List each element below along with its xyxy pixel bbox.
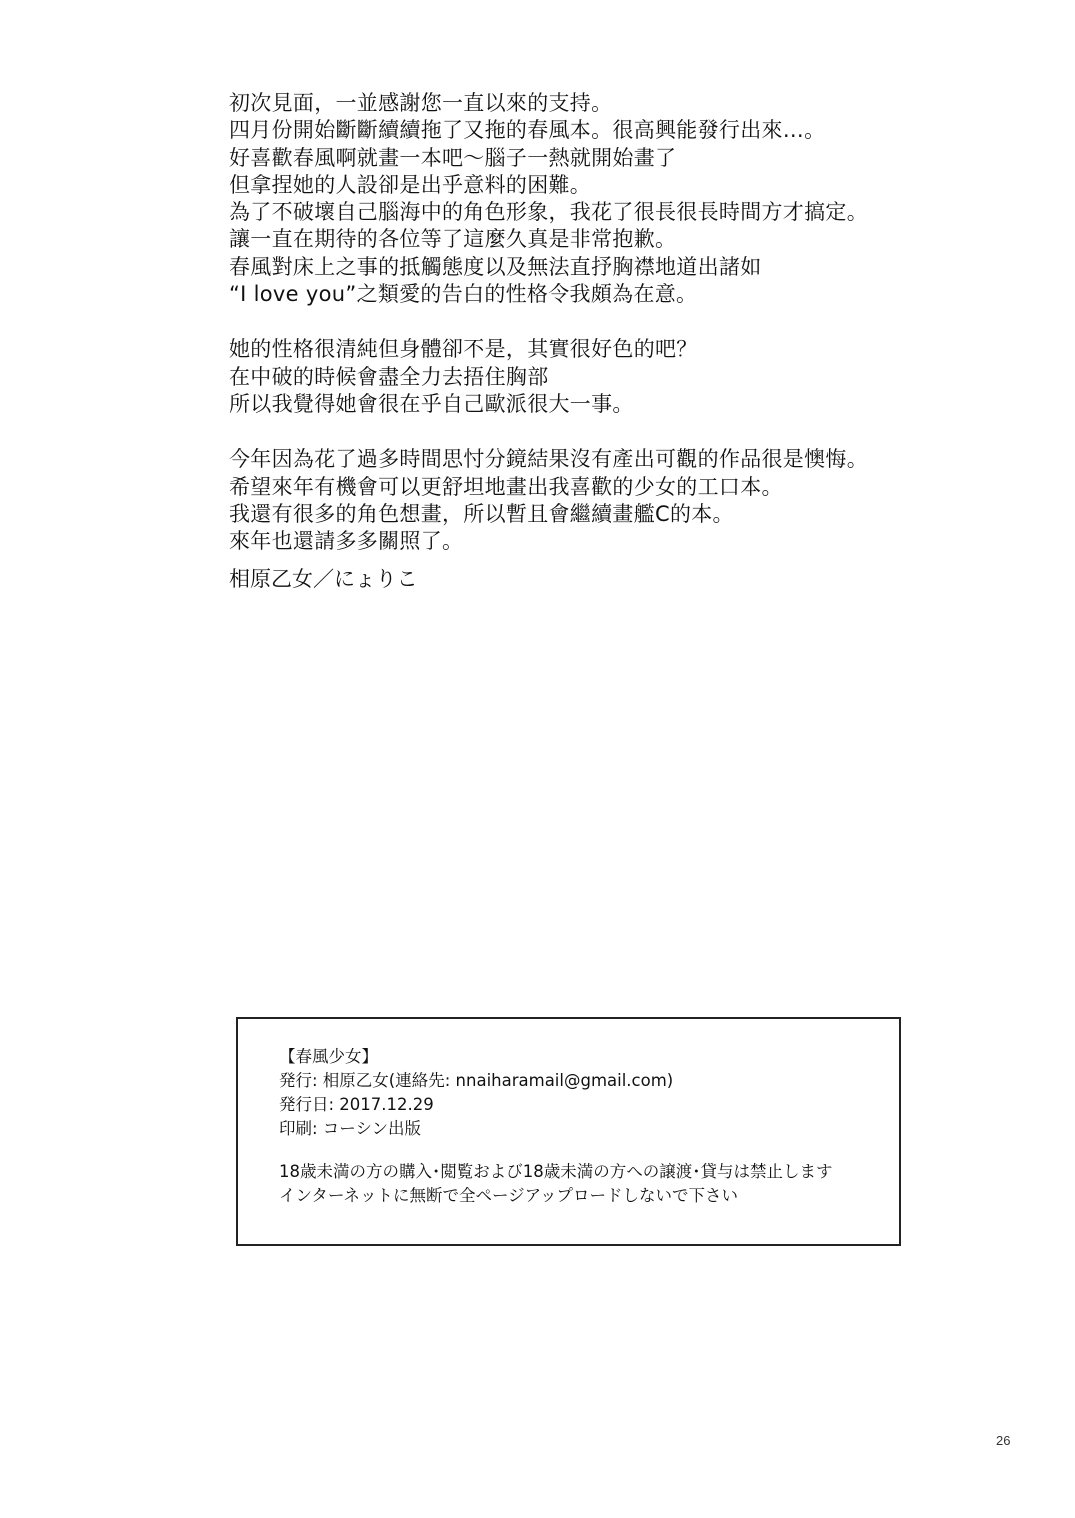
text-line: 所以我覺得她會很在乎自己歐派很大一事。: [229, 391, 634, 416]
afterword-paragraph-3: [229, 446, 1029, 555]
text-line: 我還有很多的角色想畫，所以暫且會繼續畫艦C的本。: [229, 501, 734, 526]
notice-line-age: 18歳未満の方の購入･閲覧および18歳未満の方への譲渡･貸与は禁止します: [279, 1162, 833, 1181]
text-line: 讓一直在期待的各位等了這麼久真是非常抱歉。: [229, 227, 677, 252]
text-line: 春風對床上之事的抵觸態度以及無法直抒胸襟地道出諸如: [229, 254, 762, 279]
afterword-paragraph-1: [229, 90, 1029, 308]
text-line: 希望來年有機會可以更舒坦地畫出我喜歡的少女的工口本。: [229, 474, 783, 499]
text-line: 四月份開始斷斷續續拖了又拖的春風本。很高興能發行出來…。: [229, 118, 826, 143]
text-line: 在中破的時候會盡全力去捂住胸部: [229, 364, 549, 389]
afterword-paragraph-2: [229, 336, 1029, 418]
colophon-box: [236, 1017, 901, 1246]
colophon-publisher: 発行: 相原乙女(連絡先: nnaiharamail@gmail.com): [279, 1071, 674, 1090]
colophon-date: 発行日: 2017.12.29: [279, 1095, 434, 1114]
colophon-printer: 印刷: コーシン出版: [279, 1119, 422, 1138]
afterword-text: [229, 90, 1029, 555]
author-signature: 相原乙女／にょりこ: [229, 567, 418, 591]
page-number: 26: [996, 1433, 1011, 1448]
text-line: 她的性格很清純但身體卻不是，其實很好色的吧？: [229, 337, 698, 362]
colophon-notice: [279, 1160, 889, 1208]
text-line: 初次見面，一並感謝您一直以來的支持。: [229, 91, 613, 115]
colophon-content: [279, 1045, 889, 1208]
notice-line-upload: インターネットに無断で全ページアップロードしないで下さい: [279, 1186, 739, 1205]
text-line: 好喜歡春風啊就畫一本吧〜腦子一熱就開始畫了: [229, 145, 677, 170]
text-line: 來年也還請多多關照了。: [229, 529, 464, 554]
text-line: 今年因為花了過多時間思忖分鏡結果沒有產出可觀的作品很是懊悔。: [229, 447, 868, 472]
text-line: 為了不破壞自己腦海中的角色形象，我花了很長很長時間方才搞定。: [229, 200, 868, 225]
colophon-title: 【春風少女】: [279, 1047, 378, 1066]
text-line: 但拿捏她的人設卻是出乎意料的困難。: [229, 172, 592, 197]
text-line: “I love you”之類愛的告白的性格令我頗為在意。: [229, 282, 698, 307]
